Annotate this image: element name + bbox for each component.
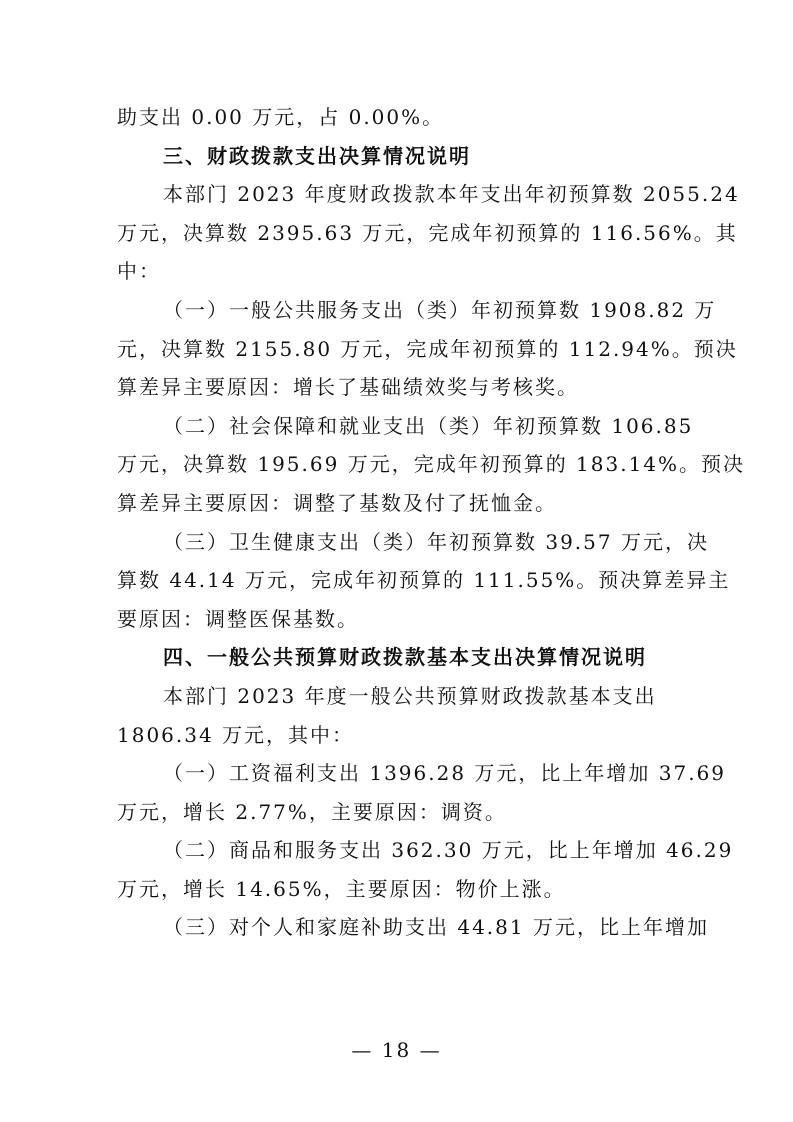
paragraph-line: （二）商品和服务支出 362.30 万元，比上年增加 46.29 [163,838,734,863]
section-heading-3: 三、财政拨款支出决算情况说明 [163,143,471,168]
paragraph-line: 元，决算数 2155.80 万元，完成年初预算的 112.94%。预决 [117,336,738,361]
paragraph-line: 万元，决算数 195.69 万元，完成年初预算的 183.14%。预决 [117,452,746,477]
paragraph-line: 助支出 0.00 万元，占 0.00%。 [117,105,445,129]
paragraph-line: 本部门 2023 年度一般公共预算财政拨款基本支出 [163,683,657,708]
paragraph-line: 万元，增长 14.65%，主要原因：物价上涨。 [117,876,566,901]
paragraph-line: 1806.34 万元，其中： [117,722,355,747]
paragraph-line: 算差异主要原因：调整了基数及付了抚恤金。 [117,490,557,515]
paragraph-line: 要原因：调整医保基数。 [117,606,359,631]
paragraph-line: （三）卫生健康支出（类）年初预算数 39.57 万元，决 [163,529,709,554]
document-body [117,98,746,947]
page-number: — 18 — [351,1038,442,1062]
paragraph-line: 算差异主要原因：增长了基础绩效奖与考核奖。 [117,375,579,400]
paragraph-line: （三）对个人和家庭补助支出 44.81 万元，比上年增加 [163,915,709,940]
paragraph-line: （一）一般公共服务支出（类）年初预算数 1908.82 万 [163,297,717,322]
paragraph-line: 本部门 2023 年度财政拨款本年支出年初预算数 2055.24 [163,182,740,207]
section-heading-4: 四、一般公共预算财政拨款基本支出决算情况说明 [163,645,647,670]
paragraph-line: 万元，增长 2.77%，主要原因：调资。 [117,799,507,824]
paragraph-line: 算数 44.14 万元，完成年初预算的 111.55%。预决算差异主 [117,568,731,593]
paragraph-line: （二）社会保障和就业支出（类）年初预算数 106.85 [163,413,694,438]
paragraph-line: （一）工资福利支出 1396.28 万元，比上年增加 37.69 [163,761,727,786]
paragraph-line: 万元，决算数 2395.63 万元，完成年初预算的 116.56%。其 [117,220,738,245]
paragraph-line: 中： [117,259,161,284]
